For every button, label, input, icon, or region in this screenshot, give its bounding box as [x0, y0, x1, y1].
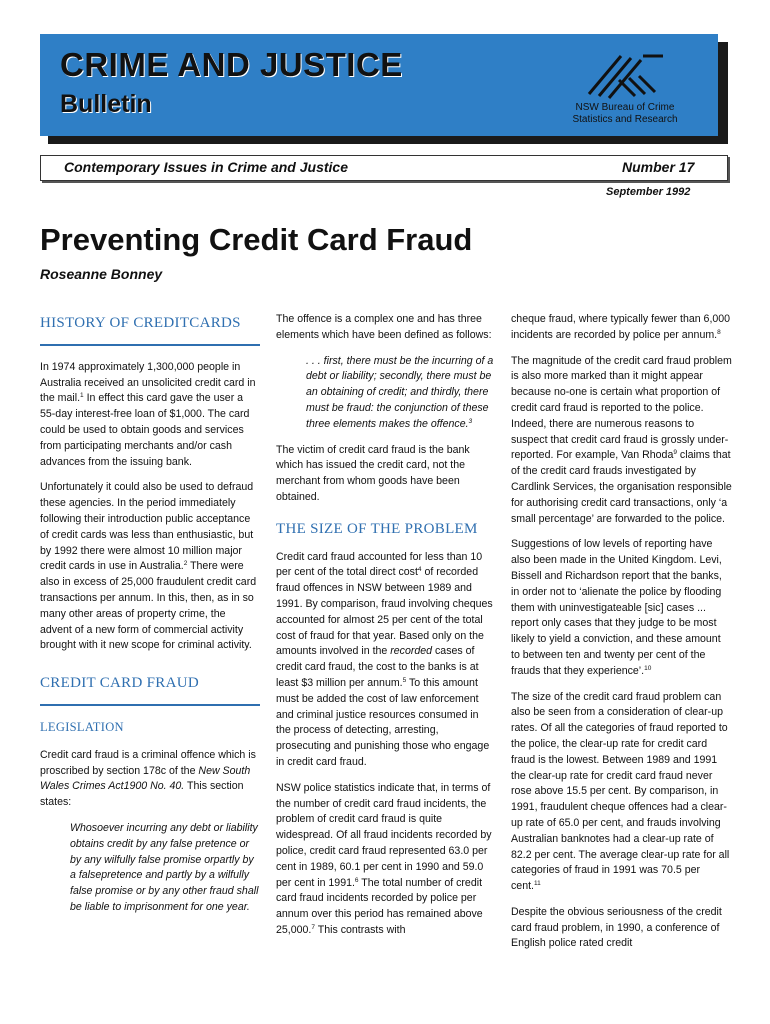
paragraph: Unfortunately it could also be used to defraud these agencies. In the period immediately following their introduction public acceptance of credit cards was less than enthusiastic, but by 1992 there were almost 10 million major credit cards in use in Australia.$^2$ There were also in excess of 25,000 fraudulent credit card transactions per annum. In this, then, as in so many other areas of property crime, the advent of a new form of commercial activity brought with it new scope for criminal activity.	[40, 481, 257, 652]
footnote-ref: 10	[644, 664, 652, 672]
bulletin-subtitle: Bulletin	[60, 90, 152, 118]
paragraph: The offence is a complex one and has three elements which have been defined as follows:	[276, 313, 492, 341]
paragraph: The magnitude of the credit card fraud problem is also more marked than it might appear because no-one is certain what proportion of credit card fraud is reported to the police. Indeed, there are numerous reasons to suspect that credit card fraud is grossly under-reported. For example, Van Rhoda$^9$ claims that of the credit card frauds investigated by Cardlink Services, the organisation responsible for authorising credit card transactions, only ‘a small percentage’ are forwarded to the police.	[511, 354, 732, 525]
column-3	[511, 312, 732, 962]
footnote-ref: 4	[417, 566, 422, 574]
paragraph: Suggestions of low levels of reporting have also been made in the United Kingdom. Levi, Bissell and Richardson report that the banks, in order not to ‘alienate the police by flooding them with uninvestigateable [sic] cases ... report only cases that they judge to be most likely to yield a conviction, and these amount to between ten and twenty per cent of the frauds that they experience’.$^{10}$	[511, 538, 722, 677]
article-title: Preventing Credit Card Fraud	[40, 222, 473, 257]
footnote-ref: 1	[80, 392, 84, 400]
agency-name-line1: NSW Bureau of Crime	[575, 102, 675, 113]
bulletin-title: CRIME AND JUSTICE	[60, 46, 403, 83]
paragraph: cheque fraud, where typically fewer than 6,000 incidents are recorded by police per annum.$^8$	[511, 313, 731, 341]
paragraph: Despite the obvious seriousness of the credit card fraud problem, in 1990, a conference of English police rated credit	[511, 905, 722, 950]
paragraph: In 1974 approximately 1,300,000 people in Australia received an unsolicited credit card in the mail.$^1$ In effect this card gave the user a 55-day interest-free loan of $1,000. The card could be used to obtain goods and services from participating merchants and/or cash advances from the issuing bank.	[40, 360, 256, 468]
heading-size-of-problem: THE SIZE OF THE PROBLEM	[276, 520, 478, 537]
series-name: Contemporary Issues in Crime and Justice	[64, 159, 348, 175]
paragraph: Credit card fraud is a criminal offence which is proscribed by section 178c of the New South Wales Crimes Act1900 No. 40. This section states:	[40, 748, 256, 809]
paragraph: Credit card fraud accounted for less than 10 per cent of the total direct cost$^4$ of recorded fraud offences in NSW between 1989 and 1991. By comparison, fraud involving cheques accounted for almost 25 per cent of the total cost of fraud for that year. Based only on the amounts involved in the recorded cases of credit card fraud, the cost to the banks is at least $3 million per annum.$^5$ To this amount must be added the cost of law enforcement and criminal justice resources consumed in the process of detecting, arresting, prosecuting and punishing those who engage in credit card fraud.	[276, 550, 493, 768]
heading-rule	[40, 704, 260, 706]
act-title: New South Wales Crimes Act1900 No. 40.	[40, 764, 251, 793]
footnote-ref: 6	[354, 876, 359, 884]
issue-date: September 1992	[606, 186, 691, 198]
column-2	[276, 312, 496, 949]
footnote-ref: 11	[533, 880, 541, 888]
heading-legislation: LEGISLATION	[40, 719, 124, 734]
footnote-ref: 5	[402, 676, 407, 684]
issue-number: Number 17	[622, 159, 695, 175]
definition-quote: . . . first, there must be the incurring of a debt or liability; secondly, there must be an obtaining of credit; and thirdly, there must be fraud: the conjunction of these three elements makes the offence.$^3$	[306, 354, 494, 430]
footnote-ref: 9	[673, 449, 677, 457]
bocsar-logo-icon	[583, 50, 667, 102]
heading-history: HISTORY OF CREDITCARDS	[40, 315, 241, 331]
column-1	[40, 310, 260, 926]
footnote-ref: 2	[183, 560, 188, 568]
footnote-ref: 7	[311, 923, 315, 931]
heading-credit-card-fraud: CREDIT CARD FRAUD	[40, 675, 200, 692]
footnote-ref: 3	[468, 417, 473, 425]
paragraph: The size of the credit card fraud problem can also be seen from a consideration of clear-up rates. Of all the categories of fraud reported to the police, the clear-up rate for credit card fraud is the lowest. Between 1989 and 1991 the clear-up rate for credit card fraud never rose above 15.5 per cent. By comparison, in 1991, fraudulent cheque offences had a clear-up rate of 65.0 per cent, and frauds involving Australian banknotes had a clear-up rate of 82.2 per cent. The average clear-up rate for all categories of fraud in 1991 was 70.5 per cent.$^{11}$	[511, 690, 730, 893]
legislation-quote: Whosoever incurring any debt or liability obtains credit by any false pretence or by any wilfully false promise orpartly by a falsepretence and partly by a wilfully false promise or by any other fraud shall be liable to imprisonment for one year.	[70, 821, 259, 913]
agency-name-line2: Statistics and Research	[572, 114, 678, 125]
heading-rule	[40, 344, 260, 346]
article-author: Roseanne Bonney	[40, 266, 163, 282]
footnote-ref: 8	[717, 328, 721, 336]
paragraph: The victim of credit card fraud is the bank which has issued the credit card, not the merchant from whom goods have been obtained.	[276, 443, 470, 503]
paragraph: NSW police statistics indicate that, in terms of the number of credit card fraud incidents, the problem of credit card fraud is quite widespread. Of all fraud incidents recorded by police, credit card fraud represented 63.0 per cent in 1989, 60.1 per cent in 1990 and 59.0 per cent in 1991.$^6$ The total number of credit card fraud incidents recorded by police per annum over this period has remained above 25,000.$^7$ This contrasts with	[276, 781, 492, 936]
